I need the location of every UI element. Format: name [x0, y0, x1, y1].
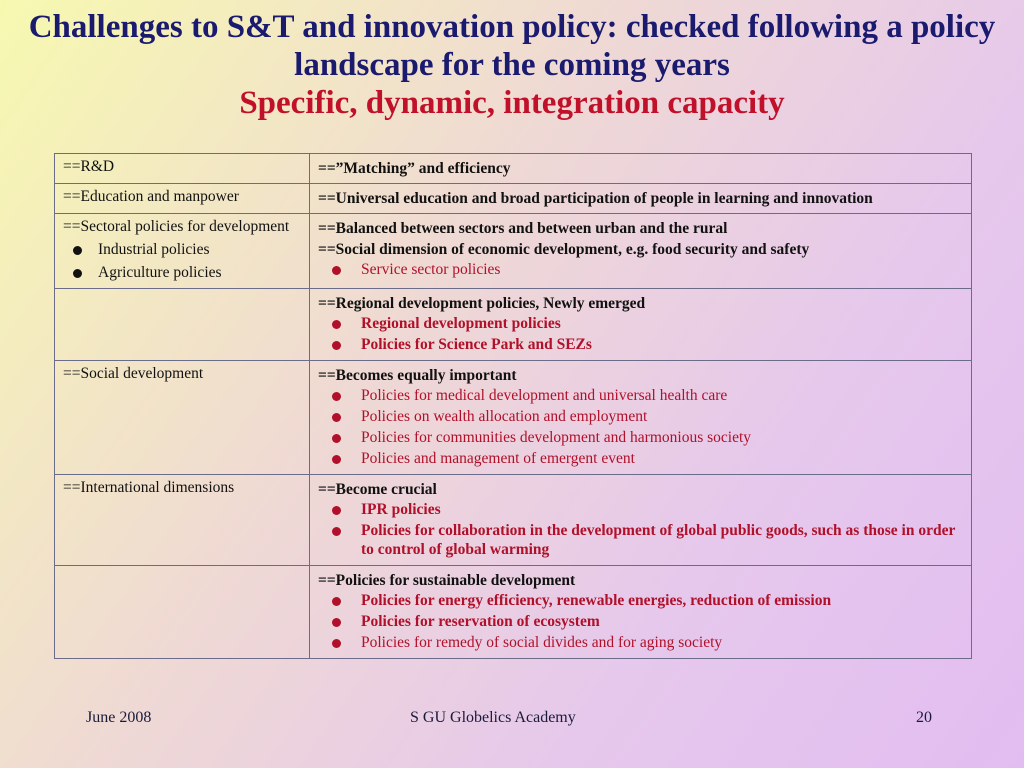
bullet-icon [332, 413, 341, 422]
slide-title-block [0, 8, 1024, 122]
list-item-text: Service sector policies [361, 261, 501, 278]
bullet-icon [73, 269, 82, 278]
row-category-cell [55, 566, 310, 659]
row-category-cell [55, 475, 310, 566]
row-category-cell [55, 184, 310, 214]
list-item [318, 591, 963, 610]
list-item [318, 260, 963, 279]
table-row [55, 214, 972, 289]
list-item-text: Policies for remedy of social divides and for aging society [361, 634, 723, 651]
bullet-icon [73, 246, 82, 255]
table-row [55, 566, 972, 659]
row-category-label: ==Sectoral policies for development [63, 218, 290, 235]
row-category-label: ==Social development [63, 365, 204, 382]
table-row [55, 361, 972, 475]
category-sublist [63, 240, 301, 282]
policy-heading: ==Social dimension of economic development, e.g. food security and safety [318, 241, 810, 258]
list-item [318, 521, 963, 559]
list-item-text: Policies on wealth allocation and employment [361, 408, 648, 425]
bullet-icon [332, 597, 341, 606]
row-policy-cell [310, 214, 972, 289]
policy-table-body [55, 154, 972, 659]
policy-heading: ==Becomes equally important [318, 367, 517, 384]
row-category-label: ==R&D [63, 158, 115, 175]
list-item-text: Regional development policies [361, 315, 561, 332]
row-category-label: ==Education and manpower [63, 188, 239, 205]
policy-heading: ==Policies for sustainable development [318, 572, 576, 589]
row-policy-cell [310, 566, 972, 659]
table-row [55, 289, 972, 361]
policy-list [318, 386, 963, 468]
list-item [318, 428, 963, 447]
row-category-cell [55, 154, 310, 184]
footer-page-number: 20 [916, 709, 932, 726]
policy-list [318, 314, 963, 354]
slide-title: Challenges to S&T and innovation policy: checked following a policy landscape for the coming years [28, 9, 996, 83]
list-item-text: Agriculture policies [98, 264, 222, 281]
list-item-text: Policies for medical development and universal health care [361, 387, 728, 404]
list-item-text: Policies for collaboration in the development of global public goods, such as those in order to control of global warming [361, 522, 956, 558]
row-policy-cell [310, 361, 972, 475]
bullet-icon [332, 392, 341, 401]
list-item-text: Industrial policies [98, 241, 210, 258]
list-item [318, 335, 963, 354]
policy-list [318, 591, 963, 652]
bullet-icon [332, 455, 341, 464]
policy-heading: ==Regional development policies, Newly emerged [318, 295, 646, 312]
bullet-icon [332, 527, 341, 536]
footer-date: June 2008 [86, 709, 152, 726]
list-item [318, 386, 963, 405]
row-category-cell [55, 214, 310, 289]
list-item [318, 314, 963, 333]
list-item [63, 263, 301, 282]
bullet-icon [332, 506, 341, 515]
list-item [318, 633, 963, 652]
slide-subtitle: Specific, dynamic, integration capacity [239, 85, 785, 121]
bullet-icon [332, 639, 341, 648]
list-item-text: Policies for communities development and harmonious society [361, 429, 752, 446]
list-item [318, 407, 963, 426]
row-policy-cell [310, 475, 972, 566]
list-item-text: Policies and management of emergent event [361, 450, 635, 467]
policy-heading: ==Become crucial [318, 481, 437, 498]
policy-list [318, 260, 963, 279]
list-item-text: IPR policies [361, 501, 441, 518]
list-item-text: Policies for energy efficiency, renewable energies, reduction of emission [361, 592, 832, 609]
list-item-text: Policies for Science Park and SEZs [361, 336, 592, 353]
list-item [318, 449, 963, 468]
policy-heading: ==”Matching” and efficiency [318, 160, 511, 177]
bullet-icon [332, 320, 341, 329]
row-category-cell [55, 289, 310, 361]
bullet-icon [332, 434, 341, 443]
bullet-icon [332, 266, 341, 275]
policy-heading: ==Universal education and broad participation of people in learning and innovation [318, 190, 873, 207]
bullet-icon [332, 341, 341, 350]
row-policy-cell [310, 289, 972, 361]
bullet-icon [332, 618, 341, 627]
list-item-text: Policies for reservation of ecosystem [361, 613, 600, 630]
row-category-cell [55, 361, 310, 475]
table-row [55, 475, 972, 566]
list-item [63, 240, 301, 259]
row-policy-cell [310, 154, 972, 184]
list-item [318, 500, 963, 519]
list-item [318, 612, 963, 631]
footer-center: S GU Globelics Academy [410, 709, 576, 726]
policy-list [318, 500, 963, 559]
policy-heading: ==Balanced between sectors and between urban and the rural [318, 220, 728, 237]
row-category-label: ==International dimensions [63, 479, 235, 496]
row-policy-cell [310, 184, 972, 214]
table-row [55, 154, 972, 184]
table-row [55, 184, 972, 214]
policy-table [54, 153, 972, 659]
